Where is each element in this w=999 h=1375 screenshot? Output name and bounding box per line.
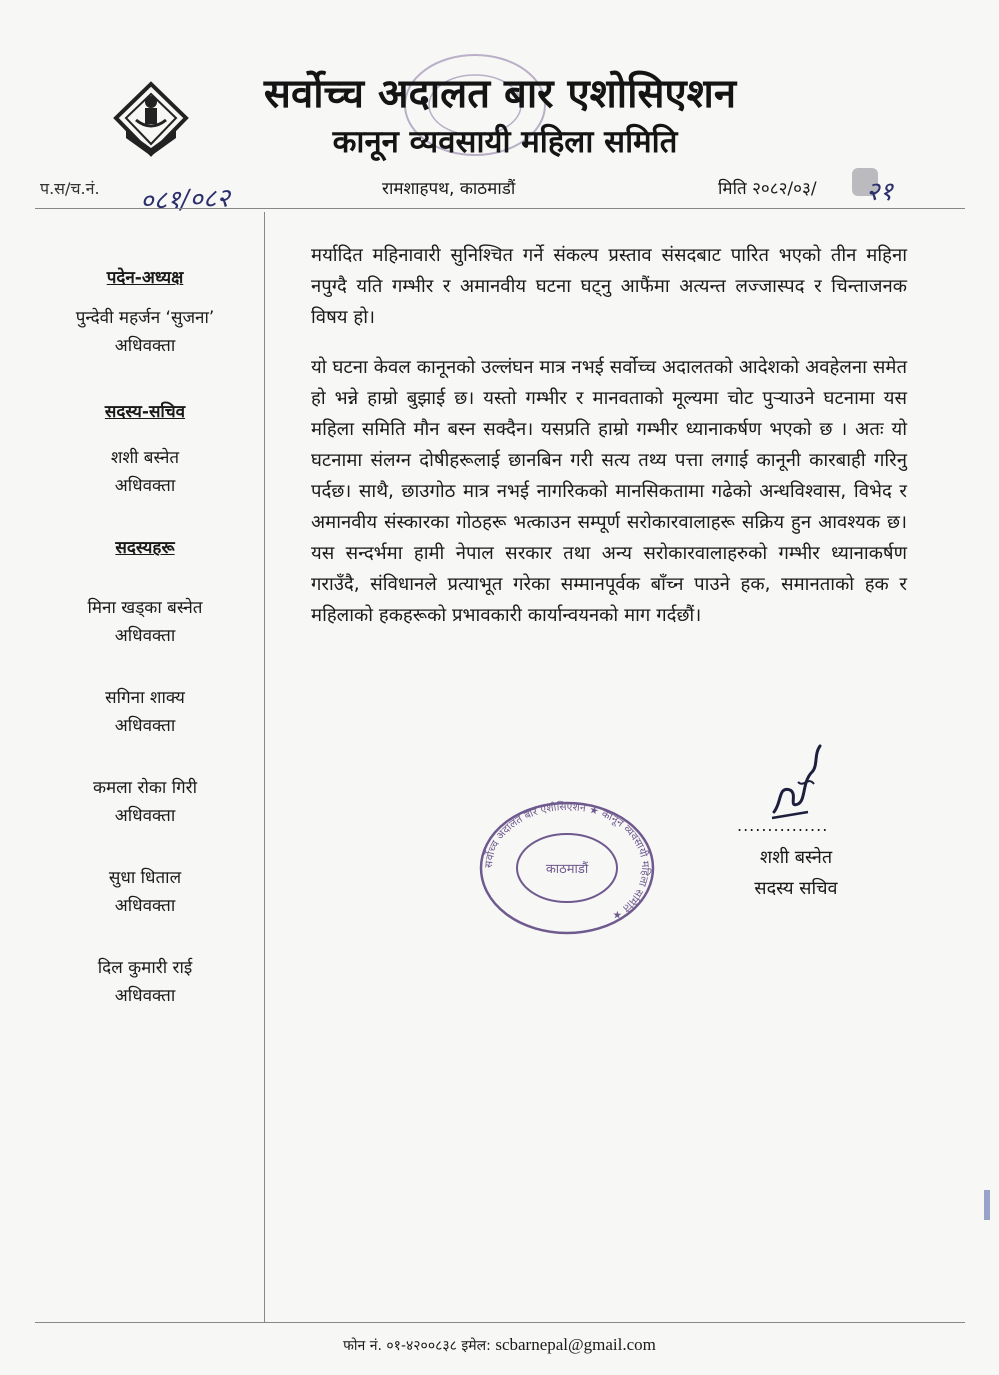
sidebar-member xyxy=(30,684,260,740)
stamp-ring-text: सर्वोच्च अदालत बार एशोसिएशन ★ कानून व्यवसायी महिला समिति ★ xyxy=(482,800,652,923)
member-name: पुन्देवी महर्जन ‘सुजना’ xyxy=(75,308,215,328)
member-name: शशी बस्नेत xyxy=(110,448,180,468)
header-divider xyxy=(35,208,965,209)
signatory-name: शशी बस्नेत xyxy=(759,847,833,868)
organization-title: सर्वोच्च अदालत बार एशोसिएशन xyxy=(263,71,737,117)
footer-phone: फोन नं. ०१-४२००८३८ इमेल: xyxy=(343,1338,491,1354)
official-seal-stamp xyxy=(478,800,656,936)
footer-divider xyxy=(35,1322,965,1323)
footer-email-link[interactable]: scbarnepal@gmail.com xyxy=(495,1335,656,1354)
member-title: अधिवक्ता xyxy=(114,896,176,916)
sidebar-section-secretary xyxy=(30,398,260,500)
sidebar-heading: पदेन-अध्यक्ष xyxy=(106,268,184,288)
date-label: मिति २०८२/०३/ xyxy=(718,179,817,199)
handwritten-signature xyxy=(768,742,828,826)
footer-contact xyxy=(0,1335,999,1355)
member-title: अधिवक्ता xyxy=(114,476,176,496)
reference-number-label: प.स/च.नं. xyxy=(40,179,100,198)
member-name: दिल कुमारी राई xyxy=(97,958,193,978)
member-name: सुधा धिताल xyxy=(108,868,182,888)
signature-line: ............... xyxy=(737,816,829,835)
member-title: अधिवक्ता xyxy=(114,806,176,826)
sidebar-section-chair xyxy=(30,264,260,360)
member-title: अधिवक्ता xyxy=(114,336,176,356)
sidebar-member xyxy=(30,774,260,830)
signatory-role: सदस्य सचिव xyxy=(754,878,838,899)
stamp-center-text: काठमाडौं xyxy=(545,862,589,877)
member-title: अधिवक्ता xyxy=(114,986,176,1006)
member-name: कमला रोका गिरी xyxy=(92,778,198,798)
sidebar-member xyxy=(30,954,260,1010)
sidebar-member xyxy=(30,594,260,650)
bar-association-logo xyxy=(112,80,190,158)
body-paragraph: मर्यादित महिनावारी सुनिश्चित गर्ने संकल्प प्रस्ताव संसदबाट पारित भएको तीन महिना नपुग्दै यति गम्भीर र अमानवीय घटना घट्नु आफैंमा अत्यन्त लज्जास्पद र चिन्ताजनक विषय हो। xyxy=(311,245,907,328)
scan-artifact xyxy=(984,1190,990,1220)
member-name: मिना खड्का बस्नेत xyxy=(87,598,203,618)
sidebar-section-members xyxy=(30,534,260,562)
sidebar-heading: सदस्य-सचिव xyxy=(104,402,186,422)
member-name: सगिना शाक्य xyxy=(105,688,185,708)
committee-title: कानून व्यवसायी महिला समिति xyxy=(332,124,678,160)
sidebar-divider xyxy=(264,212,265,1322)
reference-number-handwritten: ०८१/०८२ xyxy=(139,183,231,217)
member-title: अधिवक्ता xyxy=(114,716,176,736)
sidebar-heading: सदस्यहरू xyxy=(115,538,175,558)
body-paragraph: यो घटना केवल कानूनको उल्लंघन मात्र नभई सर्वोच्च अदालतको आदेशको अवहेलना समेत हो भन्ने हाम्रो बुझाई छ। यस्तो गम्भीर र मानवताको मूल्यमा चोट पुर्‍याउने घटनामा यस महिला समिति मौन बस्न सक्दैन। यसप्रति हाम्रो गम्भीर ध्यानाकर्षण भएको छ । अतः यो घटनामा संलग्न दोषीहरूलाई छानबिन गरी सत्य तथ्य पत्ता लगाई कानूनी कारबाही गरिनु पर्दछ। साथै, छाउगोठ मात्र नभई नागरिकको मानसिकतामा गढेको अन्धविश्वास, विभेद र अमानवीय संस्कारका गोठहरू भत्काउन सम्पूर्ण सरोकारवालाहरू सक्रिय हुन आवश्यक छ। यस सन्दर्भमा हामी नेपाल सरकार तथा अन्य सरोकारवालाहरुको गम्भीर ध्यानाकर्षण गराउँदै, संविधानले प्रत्याभूत गरेका सम्मानपूर्वक बाँच्न पाउने हक, समानताको हक र महिलाको हकहरूको प्रभावकारी कार्यान्वयनको माग गर्दछौं। xyxy=(311,357,907,626)
office-address: रामशाहपथ, काठमाडौं xyxy=(382,179,516,199)
member-title: अधिवक्ता xyxy=(114,626,176,646)
date-day-handwritten: २१ xyxy=(866,177,894,207)
sidebar-member xyxy=(30,864,260,920)
